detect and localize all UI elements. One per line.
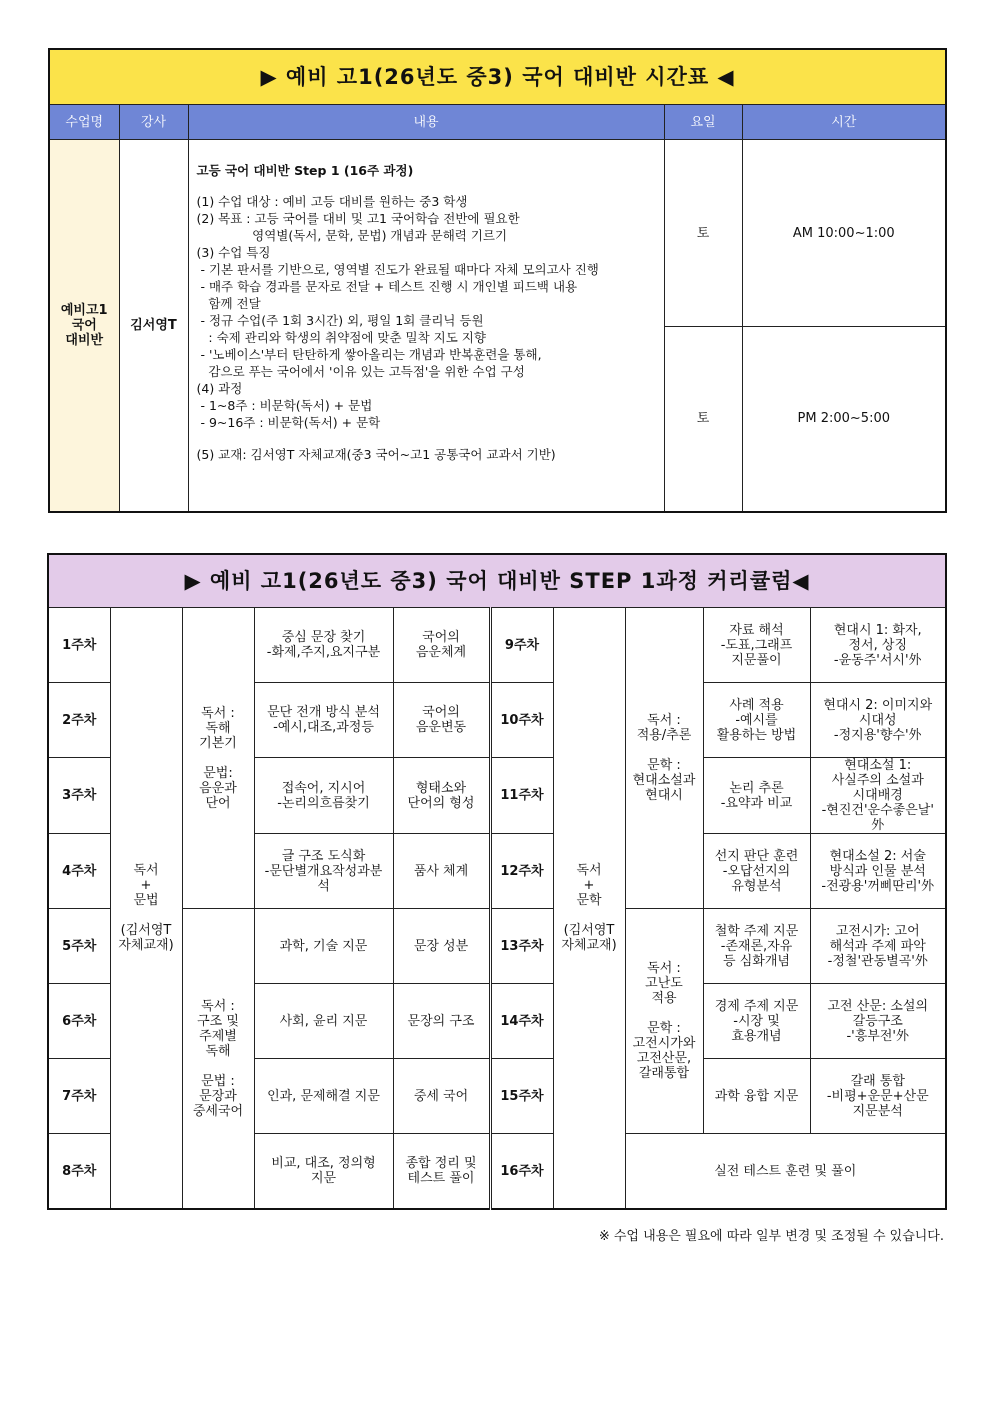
grammar-topic <box>393 909 490 984</box>
grammar-topic-text: 문장 성분 <box>413 938 469 954</box>
week-label <box>48 758 110 834</box>
grammar-topic <box>393 758 490 834</box>
week-label <box>48 909 110 984</box>
schedule-table <box>48 48 947 513</box>
left-area-label <box>110 608 182 1210</box>
week-label <box>490 608 553 683</box>
right-area-label-text: 독서 + 문학 (김서영T 자체교재) <box>561 863 617 953</box>
course-detail-line: (1) 수업 대상 : 예비 고등 대비를 원하는 중3 학생 <box>196 194 468 209</box>
literature-topic-text: 현대시 1: 화자, 정서, 상징 -윤동주'서시'外 <box>833 622 922 668</box>
right-focus-1-text: 독서 : 적용/추론 문학 : 현대소설과 현대시 <box>632 713 696 803</box>
course-heading: 고등 국어 대비반 Step 1 (16주 과정) <box>196 163 414 178</box>
course-detail-line: (4) 과정 <box>196 381 243 396</box>
header-day: 요일 <box>664 105 742 140</box>
week-label <box>48 984 110 1059</box>
week-label-text: 13주차 <box>500 938 544 954</box>
left-focus-2-text: 독서 : 구조 및 주제별 독해 문법 : 문장과 중세국어 <box>192 998 244 1119</box>
reading-topic <box>254 1059 393 1134</box>
course-detail-line: - 기본 판서를 기반으로, 영역별 진도가 완료될 때마다 자체 모의고사 진행 <box>196 262 599 277</box>
session-2-day: 토 <box>664 327 742 512</box>
reading-topic-text: 중심 문장 찾기 -화제,주지,요지구분 <box>266 630 381 660</box>
week-label <box>490 683 553 758</box>
reading-topic <box>703 1059 810 1134</box>
literature-topic-text: 현대소설 2: 서술 방식과 인물 분석 -전광용'꺼삐딴리'外 <box>821 848 935 894</box>
final-week-topic-text: 실전 테스트 훈련 및 풀이 <box>714 1163 857 1179</box>
week-label-text: 7주차 <box>62 1088 97 1104</box>
literature-topic-text: 현대시 2: 이미지와 시대성 -정지용'향수'外 <box>823 697 933 743</box>
week-label-text: 1주차 <box>62 637 97 653</box>
grammar-topic <box>393 608 490 683</box>
reading-topic-text: 비교, 대조, 정의형 지문 <box>271 1156 376 1186</box>
curriculum-title: ▶ 예비 고1(26년도 중3) 국어 대비반 STEP 1과정 커리큘럼◀ <box>48 554 946 608</box>
week-label-text: 14주차 <box>500 1013 544 1029</box>
reading-topic <box>254 984 393 1059</box>
week-label-text: 8주차 <box>62 1163 97 1179</box>
week-label <box>48 1134 110 1210</box>
week-label-text: 15주차 <box>500 1088 544 1104</box>
grammar-topic <box>393 683 490 758</box>
reading-topic-text: 경제 주제 지문 -시장 및 효용개념 <box>714 998 799 1044</box>
teacher-name: 김서영T <box>130 317 177 333</box>
course-detail-line: (2) 목표 : 고등 국어를 대비 및 고1 국어학습 전반에 필요한 <box>196 211 520 226</box>
week-label <box>48 608 110 683</box>
reading-topic <box>254 683 393 758</box>
right-focus-1 <box>625 608 703 909</box>
course-details <box>197 193 656 431</box>
week-label <box>490 1059 553 1134</box>
literature-topic <box>810 1059 946 1134</box>
week-label-text: 5주차 <box>62 938 97 954</box>
literature-topic-text: 갈래 통합 -비평+운문+산문 지문분석 <box>826 1073 929 1119</box>
table-row <box>48 909 946 984</box>
reading-topic <box>703 984 810 1059</box>
course-detail-line: (3) 수업 특징 <box>196 245 271 260</box>
session-2-time: PM 2:00~5:00 <box>742 327 946 512</box>
reading-topic <box>254 834 393 909</box>
week-label <box>490 909 553 984</box>
reading-topic-text: 자료 해석 -도표,그래프 지문풀이 <box>720 622 793 668</box>
table-row <box>48 608 946 683</box>
course-detail-line: (5) 교재: 김서영T 자체교재(중3 국어~고1 공통국어 교과서 기반) <box>196 447 556 462</box>
literature-topic <box>810 683 946 758</box>
reading-topic-text: 접속어, 지시어 -논리의흐름찾기 <box>277 780 370 811</box>
reading-topic-text: 철학 주제 지문 -존재론,자유 등 심화개념 <box>714 923 799 969</box>
literature-topic <box>810 909 946 984</box>
literature-topic-text: 현대소설 1: 사실주의 소설과 시대배경 -현진건'운수좋은날' 外 <box>821 758 934 833</box>
class-name: 예비고1 국어 대비반 <box>60 302 108 348</box>
week-label-text: 16주차 <box>500 1163 544 1179</box>
course-detail-line: - 9~16주 : 비문학(독서) + 문학 <box>196 415 381 430</box>
class-name-cell <box>49 140 119 512</box>
reading-topic <box>254 1134 393 1210</box>
grammar-topic <box>393 984 490 1059</box>
course-detail-line: 감으로 푸는 국어에서 '이유 있는 고득점'을 위한 수업 구성 <box>196 364 525 379</box>
reading-topic-text: 과학, 기술 지문 <box>279 938 368 954</box>
week-label-text: 2주차 <box>62 712 97 728</box>
week-label-text: 3주차 <box>62 788 97 803</box>
reading-topic <box>254 909 393 984</box>
grammar-topic-text: 국어의 음운변동 <box>415 705 467 735</box>
grammar-topic-text: 국어의 음운체계 <box>415 630 467 660</box>
header-class-name: 수업명 <box>49 105 119 140</box>
reading-topic <box>703 834 810 909</box>
grammar-topic <box>393 1059 490 1134</box>
literature-topic-text: 고전 산문: 소설의 갈등구조 -'흥부전'外 <box>827 998 929 1044</box>
right-area-label <box>553 608 625 1210</box>
week-label-text: 12주차 <box>500 863 544 879</box>
literature-topic <box>810 834 946 909</box>
reading-topic-text: 문단 전개 방식 분석 -예시,대조,과정등 <box>267 705 380 735</box>
week-label <box>490 758 553 834</box>
right-focus-2-text: 독서 : 고난도 적용 문학 : 고전시가와 고전산문, 갈래통합 <box>632 961 696 1081</box>
week-label-text: 9주차 <box>504 637 540 653</box>
week-label <box>48 1059 110 1134</box>
course-detail-line: - '노베이스'부터 탄탄하게 쌓아올리는 개념과 반복훈련을 통해, <box>196 347 542 362</box>
reading-topic-text: 글 구조 도식화 -문단별개요작성과분 석 <box>264 848 383 894</box>
course-description <box>188 140 664 512</box>
reading-topic <box>703 683 810 758</box>
literature-topic-text: 고전시가: 고어 해석과 주제 파악 -정철'관동별곡'外 <box>827 923 928 969</box>
week-label <box>48 683 110 758</box>
course-detail-line: 함께 전달 <box>196 296 261 311</box>
course-detail-line: : 숙제 관리와 학생의 취약점에 맞춘 밀착 지도 지향 <box>196 330 486 345</box>
literature-topic <box>810 608 946 683</box>
grammar-topic-text: 문장의 구조 <box>407 1013 475 1029</box>
week-label <box>490 984 553 1059</box>
reading-topic-text: 사례 적용 -예시를 활용하는 방법 <box>716 697 797 743</box>
header-content: 내용 <box>188 105 664 140</box>
week-label-text: 4주차 <box>62 863 97 879</box>
course-detail-line: - 1~8주 : 비문학(독서) + 문법 <box>196 398 373 413</box>
left-focus-2 <box>182 909 254 1210</box>
grammar-topic-text: 종합 정리 및 테스트 풀이 <box>405 1156 477 1186</box>
reading-topic-text: 사회, 윤리 지문 <box>279 1013 368 1029</box>
footnote: ※ 수업 내용은 필요에 따라 일부 변경 및 조정될 수 있습니다. <box>598 1229 944 1244</box>
schedule-title: ▶ 예비 고1(26년도 중3) 국어 대비반 시간표 ◀ <box>49 49 946 105</box>
left-area-label-text: 독서 + 문법 (김서영T 자체교재) <box>118 863 174 953</box>
reading-topic <box>703 758 810 834</box>
grammar-topic <box>393 834 490 909</box>
teacher-cell <box>119 140 188 512</box>
course-textbook <box>197 446 656 463</box>
reading-topic-text: 인과, 문제해결 지문 <box>267 1088 380 1104</box>
literature-topic <box>810 758 946 834</box>
week-label <box>48 834 110 909</box>
week-label <box>490 834 553 909</box>
header-teacher: 강사 <box>119 105 188 140</box>
reading-topic <box>703 608 810 683</box>
reading-topic-text: 논리 추론 -요약과 비교 <box>720 780 793 811</box>
week-label-text: 11주차 <box>500 788 544 803</box>
course-detail-line: 영역별(독서, 문학, 문법) 개념과 문해력 기르기 <box>196 228 508 243</box>
grammar-topic <box>393 1134 490 1210</box>
reading-topic <box>254 758 393 834</box>
final-week-topic <box>625 1134 946 1210</box>
course-detail-line: - 정규 수업(주 1회 3시간) 외, 평일 1회 클리닉 등원 <box>196 313 484 328</box>
reading-topic <box>703 909 810 984</box>
reading-topic-text: 선지 판단 훈련 -오답선지의 유형분석 <box>714 848 799 894</box>
right-focus-2 <box>625 909 703 1134</box>
grammar-topic-text: 형태소와 단어의 형성 <box>407 780 475 811</box>
reading-topic-text: 과학 융합 지문 <box>714 1088 799 1104</box>
left-focus-1 <box>182 608 254 909</box>
reading-topic <box>254 608 393 683</box>
header-time: 시간 <box>742 105 946 140</box>
week-label <box>490 1134 553 1210</box>
curriculum-table <box>47 553 947 1210</box>
grammar-topic-text: 중세 국어 <box>413 1088 469 1104</box>
week-label-text: 6주차 <box>62 1013 97 1029</box>
session-1-day: 토 <box>664 140 742 327</box>
left-focus-1-text: 독서 : 독해 기본기 문법: 음운과 단어 <box>199 705 237 811</box>
week-label-text: 10주차 <box>500 712 544 728</box>
literature-topic <box>810 984 946 1059</box>
session-1-time: AM 10:00~1:00 <box>742 140 946 327</box>
course-detail-line: - 매주 학습 경과를 문자로 전달 + 테스트 진행 시 개인별 피드백 내용 <box>196 279 578 294</box>
grammar-topic-text: 품사 체계 <box>413 863 469 879</box>
